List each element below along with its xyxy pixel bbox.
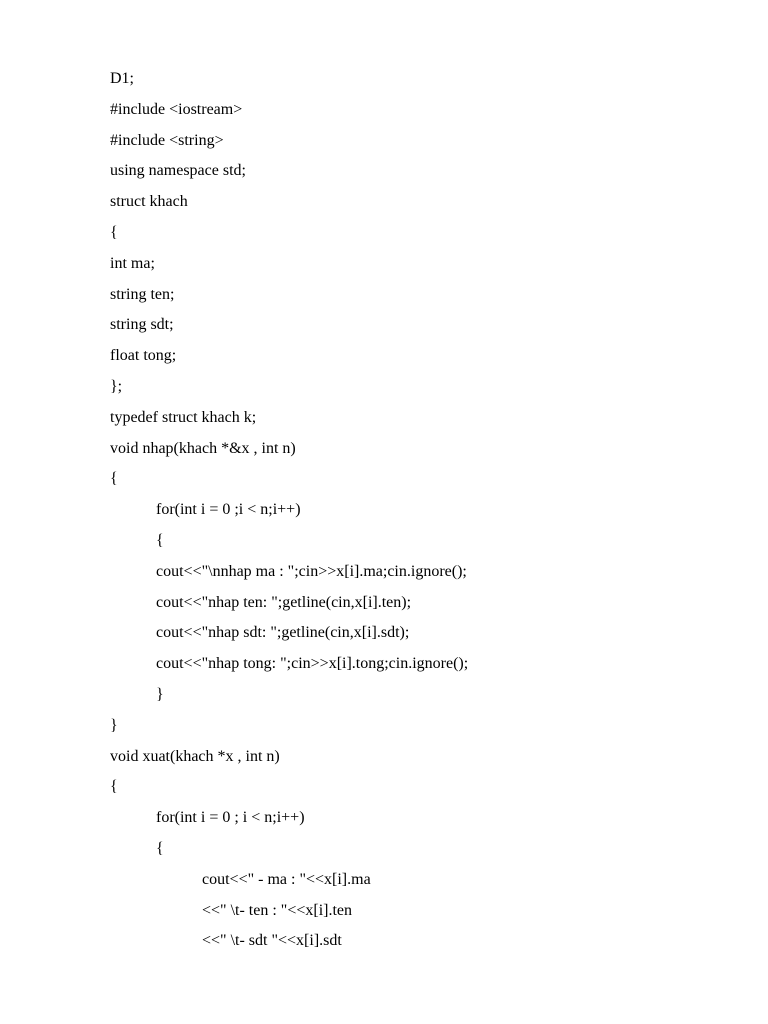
code-line: typedef struct khach k; — [110, 408, 257, 426]
code-line: { — [156, 531, 164, 549]
code-line: float tong; — [110, 347, 177, 365]
code-line: void nhap(khach *&x , int n) — [110, 439, 296, 457]
code-line: for(int i = 0 ; i < n;i++) — [156, 809, 305, 827]
code-line: <<" \t- sdt "<<x[i].sdt — [202, 932, 342, 950]
code-line: } — [110, 716, 118, 734]
code-line: #include <iostream> — [110, 100, 243, 118]
code-line: using namespace std; — [110, 162, 246, 180]
code-line: } — [156, 685, 164, 703]
code-listing — [110, 64, 750, 957]
code-line: string sdt; — [110, 316, 174, 334]
code-line: { — [110, 470, 118, 488]
code-line: void xuat(khach *x , int n) — [110, 747, 280, 765]
code-line: cout<<"nhap tong: ";cin>>x[i].tong;cin.ignore(); — [156, 655, 469, 673]
code-line: D1; — [110, 70, 134, 87]
code-line: { — [110, 778, 118, 796]
code-line: { — [156, 839, 164, 857]
code-line: for(int i = 0 ;i < n;i++) — [156, 501, 301, 519]
code-line: cout<<"nhap ten: ";getline(cin,x[i].ten); — [156, 593, 412, 611]
code-line: cout<<" - ma : "<<x[i].ma — [202, 870, 371, 888]
code-line: { — [110, 223, 118, 241]
code-line: #include <string> — [110, 131, 224, 149]
code-line: int ma; — [110, 254, 155, 272]
code-line: }; — [110, 377, 123, 395]
code-line: struct khach — [110, 193, 188, 211]
code-line: cout<<"\nnhap ma : ";cin>>x[i].ma;cin.ignore(); — [156, 562, 467, 580]
code-line: string ten; — [110, 285, 175, 303]
code-line: cout<<"nhap sdt: ";getline(cin,x[i].sdt); — [156, 624, 410, 642]
code-line: <<" \t- ten : "<<x[i].ten — [202, 901, 353, 919]
